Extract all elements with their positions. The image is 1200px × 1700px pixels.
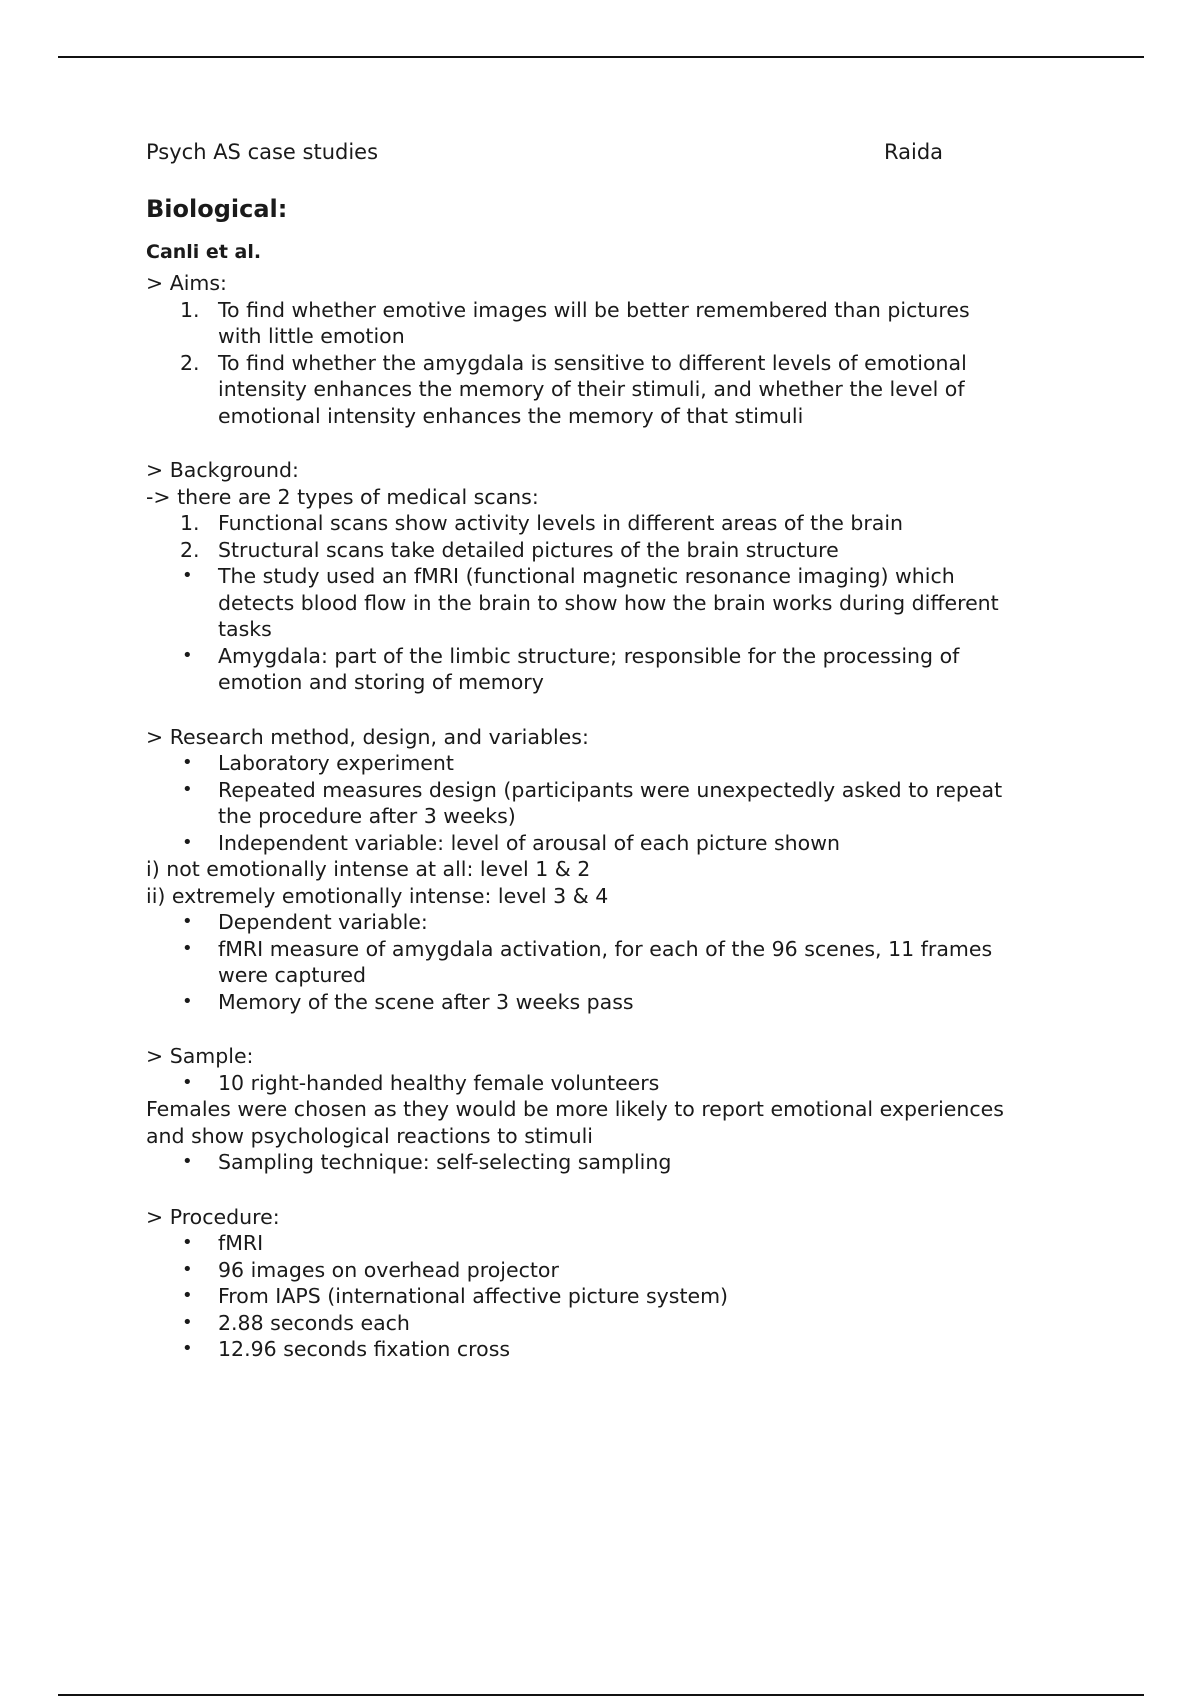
list-item (146, 350, 1086, 430)
procedure-label: > Procedure: (146, 1204, 280, 1229)
section-heading: Biological: (146, 195, 288, 223)
item-line: Dependent variable: (218, 910, 428, 934)
item-line: were captured (218, 963, 366, 987)
author-name: Raida (884, 140, 944, 164)
list-item (146, 830, 1086, 857)
spacer (146, 1176, 1086, 1204)
background-intro: -> there are 2 types of medical scans: (146, 484, 539, 509)
sample-label: > Sample: (146, 1044, 254, 1068)
item-line: Sampling technique: self-selecting sampling (218, 1150, 672, 1174)
level-line: ii) extremely emotionally intense: level 3 & 4 (146, 883, 609, 908)
item-line: intensity enhances the memory of their stimuli, and whether the level of (218, 377, 965, 401)
item-line: the procedure after 3 weeks) (218, 804, 516, 828)
list-item (146, 1149, 1086, 1176)
bullet-icon: • (182, 565, 193, 586)
item-line: 96 images on overhead projector (218, 1257, 559, 1282)
list-item (146, 1070, 1086, 1097)
list-item (146, 537, 1086, 564)
item-line: Amygdala: part of the limbic structure; responsible for the processing of (218, 643, 960, 668)
method-label: > Research method, design, and variables: (146, 724, 589, 749)
bullet-icon: • (182, 831, 193, 853)
bullet-icon: • (182, 1311, 193, 1333)
list-item (146, 563, 1086, 643)
study-heading: Canli et al. (146, 241, 262, 263)
item-line: To find whether emotive images will be better remembered than pictures (218, 297, 970, 322)
bullet-icon: • (182, 644, 193, 666)
list-item (146, 936, 1086, 989)
aims-label: > Aims: (146, 271, 227, 295)
sample-note: Females were chosen as they would be more likely to report emotional experiences (146, 1097, 1004, 1121)
background-label: > Background: (146, 458, 299, 482)
item-line: Structural scans take detailed pictures of the brain structure (218, 537, 839, 562)
document-title: Psych AS case studies (146, 140, 379, 164)
list-marker: 1. (180, 297, 200, 322)
document-header (146, 140, 1086, 178)
aims-list (146, 297, 1086, 430)
item-line: with little emotion (218, 324, 405, 348)
item-line: Functional scans show activity levels in different areas of the brain (218, 511, 904, 535)
item-line: 10 right-handed healthy female volunteers (218, 1070, 660, 1095)
item-line: 2.88 seconds each (218, 1310, 410, 1335)
bullet-icon: • (182, 1258, 193, 1280)
item-line: 12.96 seconds fixation cross (218, 1337, 511, 1361)
spacer (146, 1015, 1086, 1043)
document-page (146, 140, 1086, 1363)
top-rule (58, 56, 1144, 58)
list-item (146, 777, 1086, 830)
bullet-icon: • (182, 752, 193, 773)
list-item (146, 1283, 1086, 1310)
bullet-icon: • (182, 990, 193, 1012)
item-line: Laboratory experiment (218, 751, 454, 775)
bullet-icon: • (182, 1071, 193, 1093)
bullet-icon: • (182, 1232, 193, 1253)
list-item (146, 1230, 1086, 1257)
item-line: fMRI (218, 1231, 264, 1255)
spacer (146, 696, 1086, 724)
list-item (146, 909, 1086, 936)
item-line: tasks (218, 617, 272, 641)
item-line: fMRI measure of amygdala activation, for each of the 96 scenes, 11 frames (218, 936, 993, 961)
spacer (146, 429, 1086, 457)
list-marker: 1. (180, 511, 200, 535)
bullet-icon: • (182, 778, 193, 800)
list-item (146, 1336, 1086, 1363)
sample-note: and show psychological reactions to stimuli (146, 1123, 593, 1148)
item-line: From IAPS (international affective picture system) (218, 1284, 729, 1308)
list-marker: 2. (180, 350, 200, 375)
bullet-icon: • (182, 911, 193, 932)
bullet-icon: • (182, 1338, 193, 1359)
bullet-icon: • (182, 1151, 193, 1172)
list-item (146, 989, 1086, 1016)
item-line: emotional intensity enhances the memory of that stimuli (218, 403, 804, 428)
item-line: detects blood flow in the brain to show how the brain works during different (218, 590, 999, 615)
bottom-rule (58, 1694, 1144, 1696)
item-line: Independent variable: level of arousal of each picture shown (218, 830, 840, 855)
item-line: emotion and storing of memory (218, 670, 544, 694)
item-line: Memory of the scene after 3 weeks pass (218, 989, 634, 1014)
item-line: To find whether the amygdala is sensitive to different levels of emotional (218, 350, 967, 375)
bullet-icon: • (182, 937, 193, 959)
item-line: The study used an fMRI (functional magnetic resonance imaging) which (218, 564, 955, 588)
list-item (146, 750, 1086, 777)
list-item (146, 643, 1086, 696)
level-line: i) not emotionally intense at all: level 1 & 2 (146, 857, 591, 881)
list-item (146, 1257, 1086, 1284)
item-line: Repeated measures design (participants were unexpectedly asked to repeat (218, 777, 1003, 802)
list-item (146, 1310, 1086, 1337)
list-item (146, 297, 1086, 350)
list-item (146, 510, 1086, 537)
list-marker: 2. (180, 537, 200, 562)
bullet-icon: • (182, 1285, 193, 1306)
